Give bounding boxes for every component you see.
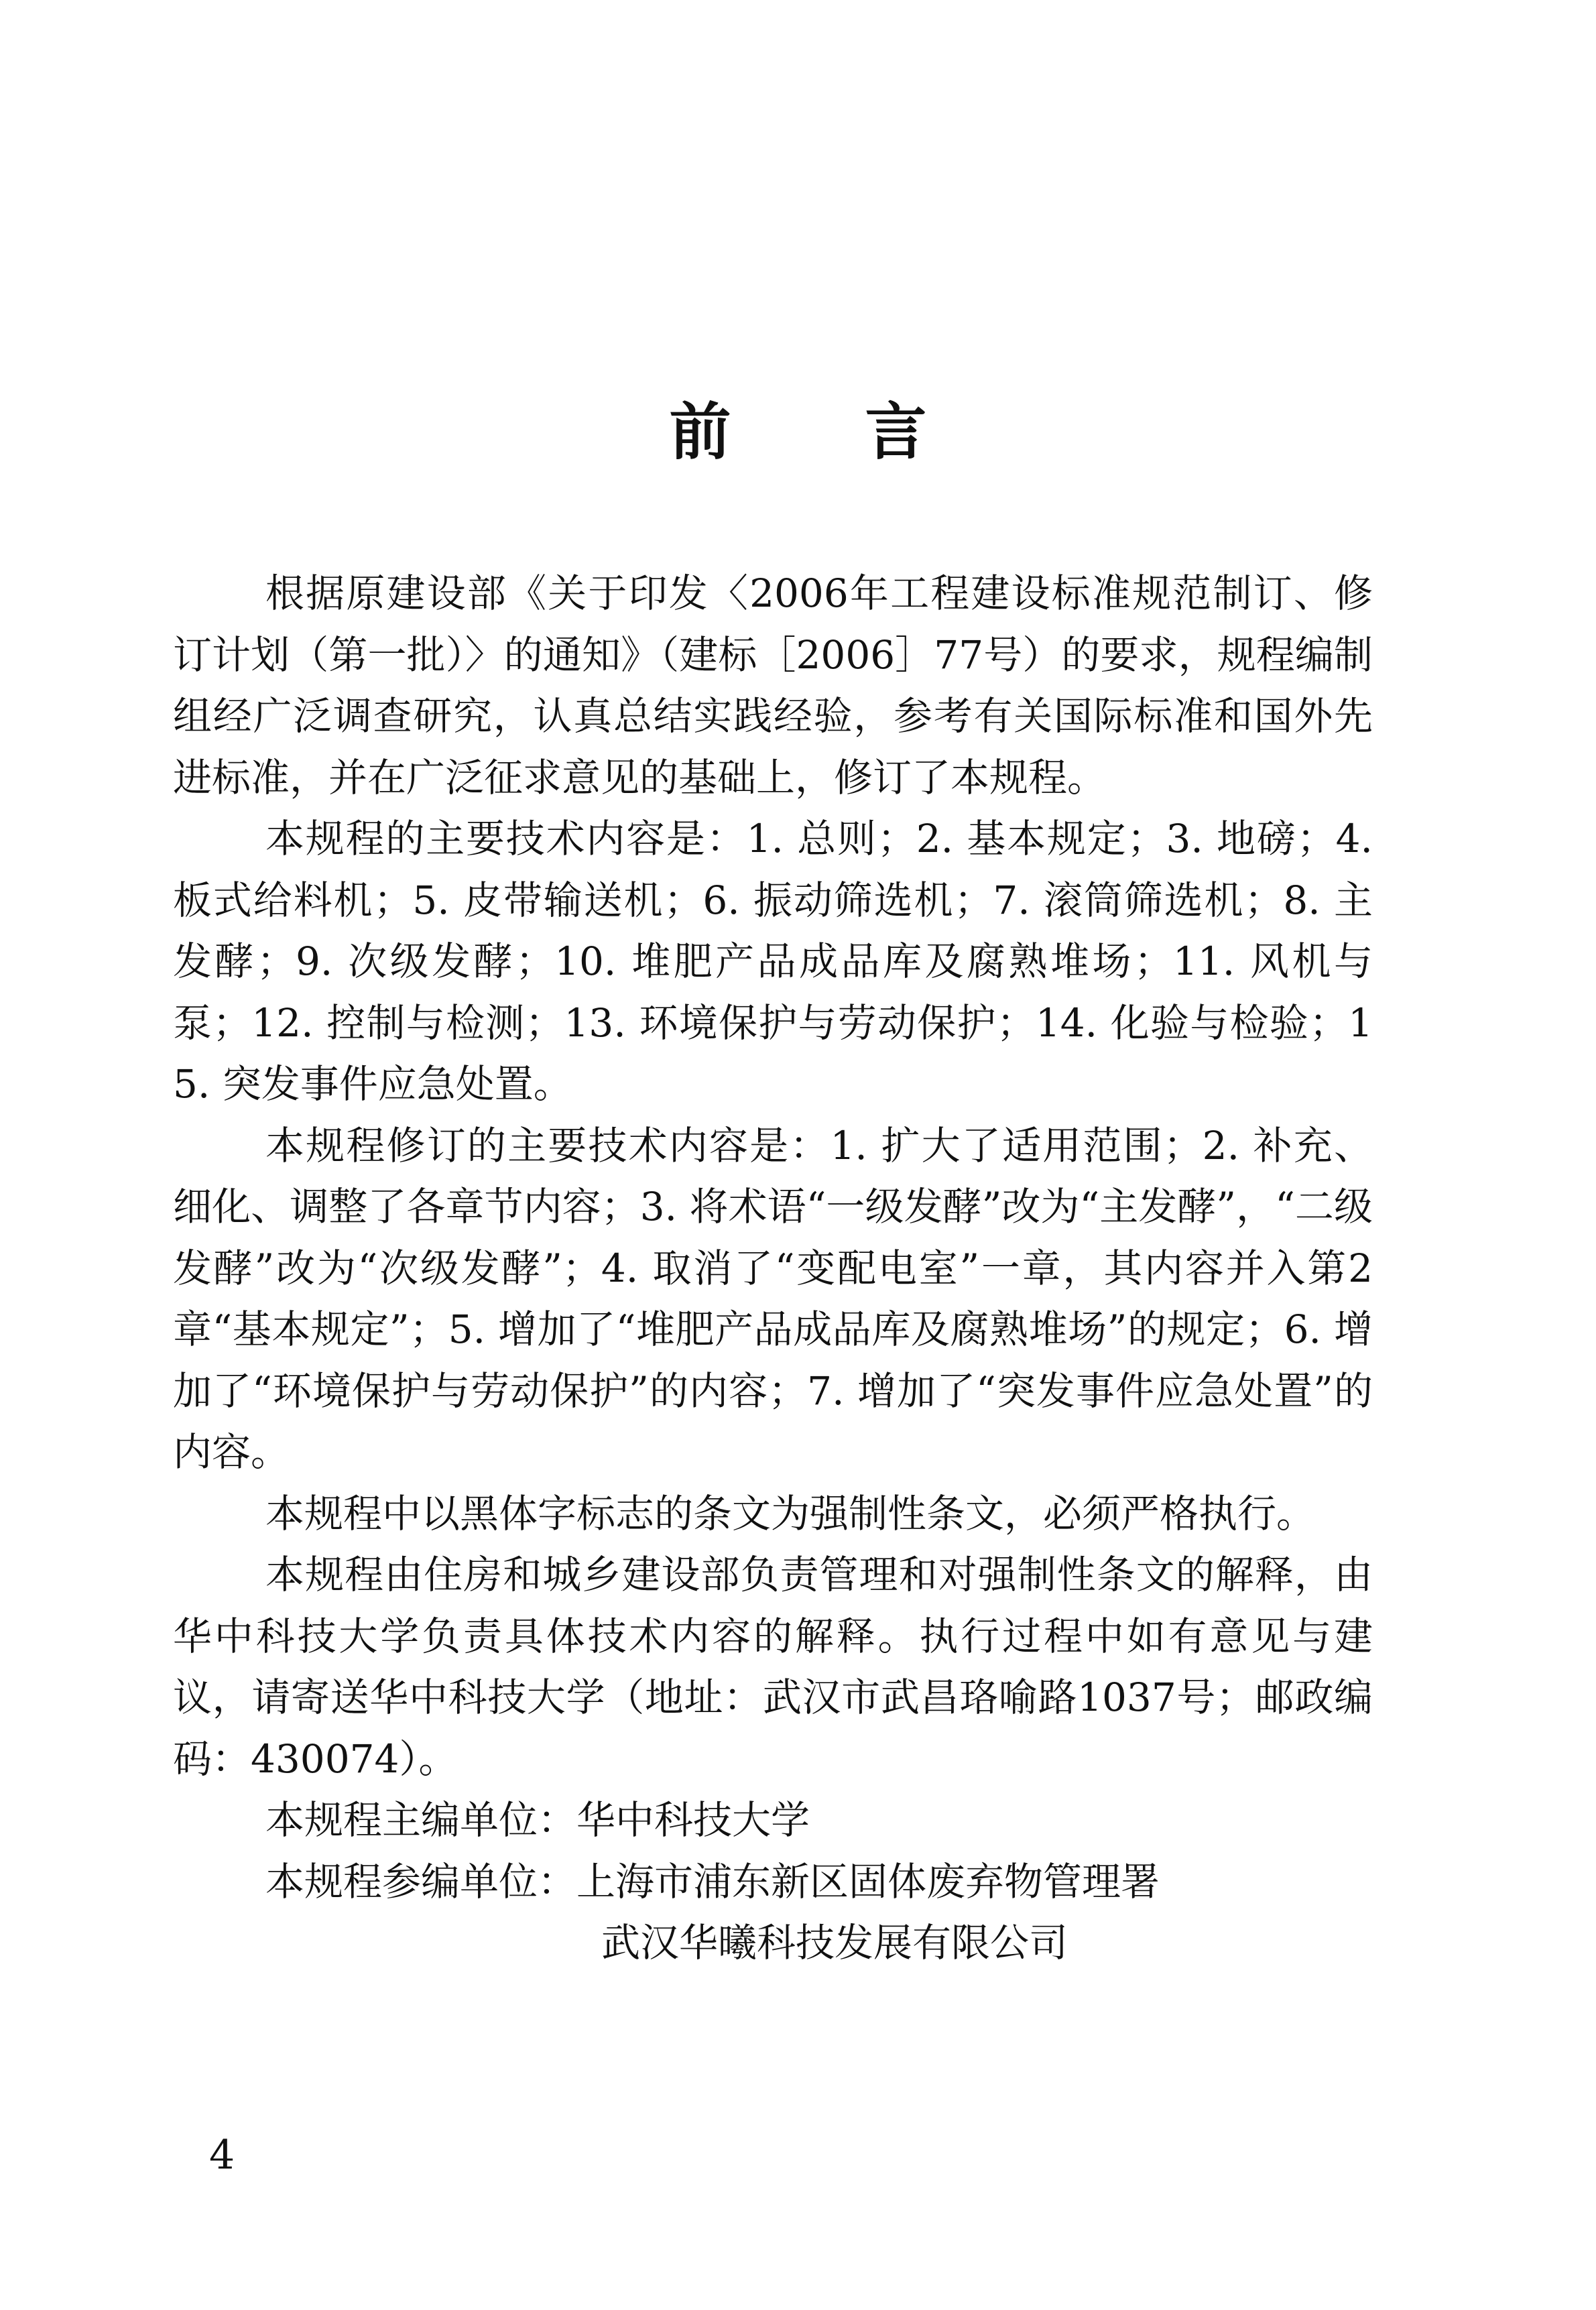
page-title [0,396,1596,469]
body-text [173,563,1373,1974]
page-number: 4 [209,2132,235,2179]
paragraph-administration: 本规程由住房和城乡建设部负责管理和对强制性条文的解释，由华中科技大学负责具体技术内容的解释。执行过程中如有意见与建议，请寄送华中科技大学（地址：武汉市武昌珞喻路1037号；邮政编码：430074）。 [173,1552,1373,1782]
paragraph-revision-content: 本规程修订的主要技术内容是：1. 扩大了适用范围；2. 补充、细化、调整了各章节内容；3. 将术语“一级发酵”改为“主发酵”，“二级发酵”改为“次级发酵”；4. 取消了“变配电室”一章，其内容并入第2章“基本规定”；5. 增加了“堆肥产品成品库及腐熟堆场”的规定；6. 增加了“环境保护与劳动保护”的内容；7. 增加了“突发事件应急处置”的内容。 [173,1122,1373,1475]
paragraph-mandatory-clauses: 本规程中以黑体字标志的条文为强制性条文，必须严格执行。 [265,1490,1316,1536]
chief-editor-unit: 本规程主编单位：华中科技大学 [265,1797,810,1843]
paragraph-main-content: 本规程的主要技术内容是：1. 总则；2. 基本规定；3. 地磅；4. 板式给料机；5. 皮带输送机；6. 振动筛选机；7. 滚筒筛选机；8. 主发酵；9. 次级发酵；10. 堆肥产品成品库及腐熟堆场；11. 风机与泵；12. 控制与检测；13. 环境保护与劳动保护；14. 化验与检验；15. 突发事件应急处置。 [173,816,1373,1107]
participating-units: 本规程参编单位：上海市浦东新区固体废弃物管理署 [265,1858,1160,1904]
title-char-2: 言 [865,396,927,468]
title-char-1: 前 [669,396,731,468]
participating-unit-continuation: 武汉华曦科技发展有限公司 [601,1920,1068,1965]
paragraph-basis: 根据原建设部《关于印发〈2006年工程建设标准规范制订、修订计划（第一批）〉的通知》（建标［2006］77号）的要求，规程编制组经广泛调查研究，认真总结实践经验，参考有关国际标准和国外先进标准，并在广泛征求意见的基础上，修订了本规程。 [173,570,1373,800]
